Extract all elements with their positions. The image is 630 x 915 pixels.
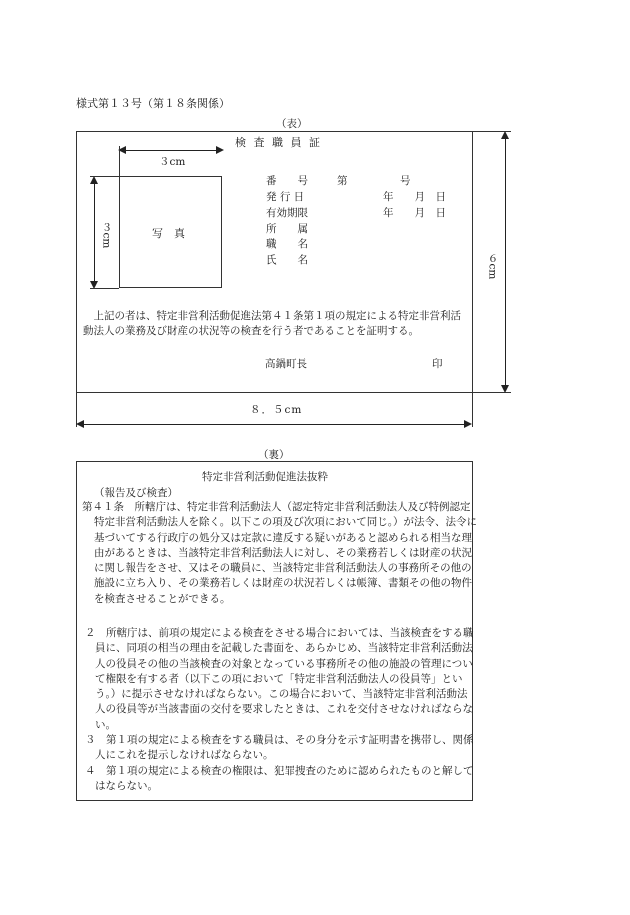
field-number-label: 番 号 bbox=[266, 175, 308, 187]
section-heading: （報告及び検査） bbox=[94, 487, 178, 499]
back-side-label: （裏） bbox=[258, 449, 290, 461]
card-width-label: ８．５cm bbox=[250, 404, 303, 416]
photo-height-label: ３cm bbox=[100, 222, 113, 249]
photo-width-dimension-line bbox=[124, 150, 218, 151]
photo-left-extension-line bbox=[119, 146, 120, 176]
form-number-label: 様式第１３号（第１８条関係） bbox=[76, 97, 230, 110]
field-department-label: 所 属 bbox=[266, 223, 308, 235]
arrow-down-icon bbox=[501, 385, 509, 393]
certification-text: 上記の者は、特定非営利活動促進法第４１条第１項の規定による特定非営利活動法人の業務及び財産の状況等の検査を行う者であることを証明する。 bbox=[83, 310, 461, 338]
photo-label: 写 真 bbox=[152, 227, 185, 240]
card-right-extension-line bbox=[472, 392, 473, 427]
issuer-name: 高鍋町長 bbox=[265, 358, 307, 370]
field-position-label: 職 名 bbox=[266, 238, 308, 250]
arrow-right-icon bbox=[216, 146, 224, 154]
arrow-up-icon bbox=[90, 176, 98, 184]
photo-top-extension-line bbox=[90, 176, 119, 177]
arrow-up-icon bbox=[501, 131, 509, 139]
arrow-left-icon bbox=[76, 420, 84, 428]
field-issue-date-label: 発 行 日 bbox=[266, 191, 305, 203]
field-expiry-value: 年 月 日 bbox=[383, 207, 446, 219]
article-41-paragraph-2: ２ 所轄庁は、前項の規定による検査をさせる場合においては、当該検査をする職員に、同項の相当の理由を記載した書面を、あらかじめ、当該特定非営利活動法人の役員その他の当該検査の対象となっている事務所その他の施設の管理について権限を有する者（以下この項において「特定非営利活動法人の役員等」という。）に提示させなければならない。この場合において、当該特定非営利活動法人の役員等が当該書面の交付を要求したときは、これを交付させなければならない。 bbox=[85, 627, 474, 731]
field-number-value: 第 号 bbox=[337, 175, 411, 187]
back-title: 特定非営利活動促進法抜粋 bbox=[202, 471, 328, 483]
article-41-paragraph-4: ４ 第１項の規定による検査の権限は、犯罪捜査のために認められたものと解してはならない。 bbox=[85, 765, 474, 793]
field-name-label: 氏 名 bbox=[266, 254, 308, 266]
card-title: 検 査 職 員 証 bbox=[235, 136, 322, 149]
photo-width-label: ３cm bbox=[159, 156, 186, 168]
article-41-paragraph-1: 第４１条 所轄庁は、特定非営利活動法人（認定特定非営利活動法人及び特例認定特定非営利活動法人を除く。以下この項及び次項において同じ。）が法令、法令に基づいてする行政庁の処分又は定款に違反する疑いがあると認められる相当な理由があるときは、当該特定非営利活動法人に対し、その業務若しくは財産の状況に関し報告をさせ、又はその職員に、当該特定非営利活動法人の事務所その他の施設に立ち入り、その業務若しくは財産の状況若しくは帳簿、書類その他の物件を検査させることができる。 bbox=[82, 501, 478, 605]
seal-mark: 印 bbox=[432, 358, 443, 370]
arrow-right-icon bbox=[464, 420, 472, 428]
photo-bottom-extension-line bbox=[90, 288, 119, 289]
card-height-dimension-line bbox=[505, 137, 506, 387]
card-width-dimension-line bbox=[82, 424, 466, 425]
field-issue-date-value: 年 月 日 bbox=[383, 191, 446, 203]
field-expiry-label: 有効期限 bbox=[266, 207, 308, 219]
card-height-label: ６cm bbox=[486, 253, 499, 280]
photo-height-dimension-line bbox=[94, 182, 95, 283]
front-side-label: （表） bbox=[276, 118, 308, 130]
article-41-paragraph-3: ３ 第１項の規定による検査をする職員は、その身分を示す証明書を携帯し、関係人にこれを提示しなければならない。 bbox=[85, 734, 474, 762]
